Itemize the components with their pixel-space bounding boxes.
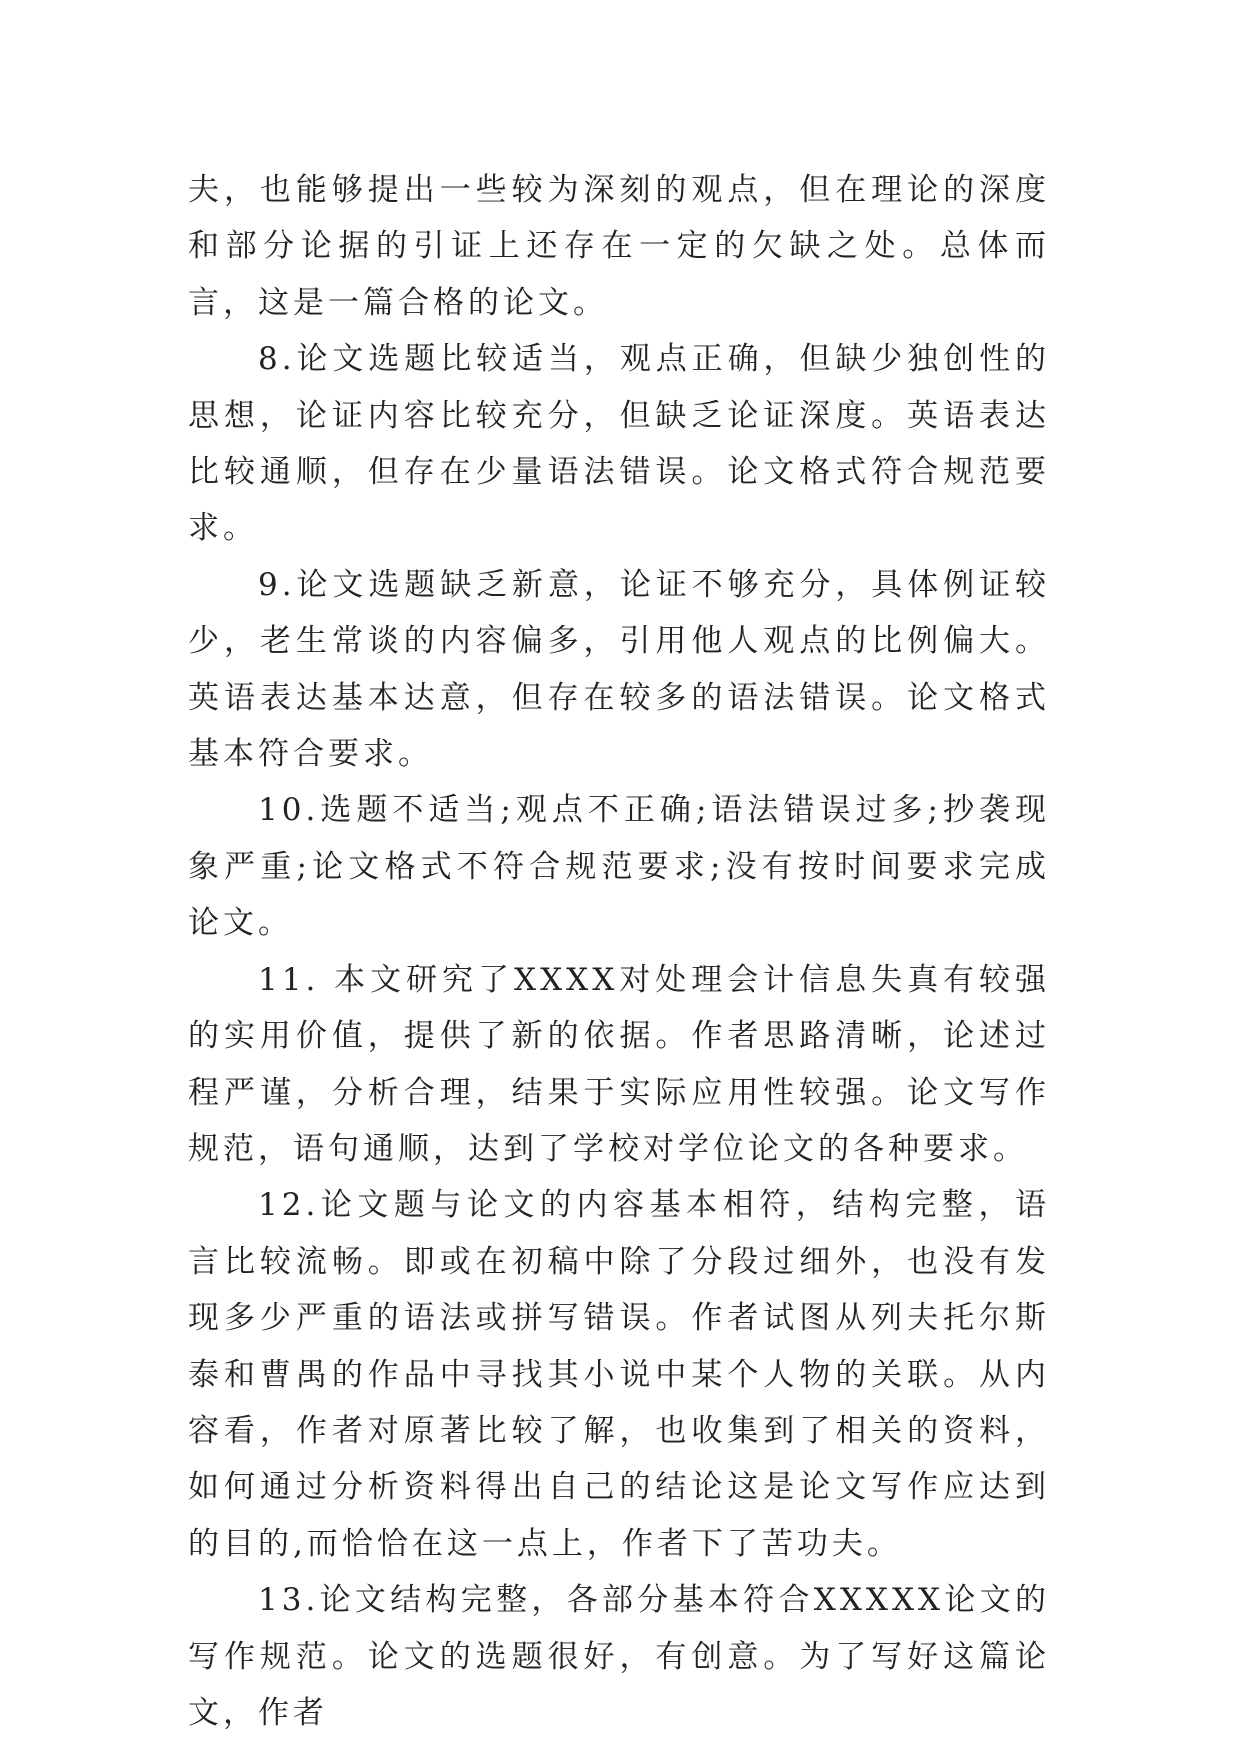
paragraph-item-11: 11. 本文研究了XXXX对处理会计信息失真有较强的实用价值，提供了新的依据。作者思路清晰，论述过程严谨，分析合理，结果于实际应用性较强。论文写作规范，语句通顺，达到了学校对学位论文的各种要求。	[188, 961, 1050, 1167]
paragraph-item-9: 9.论文选题缺乏新意，论证不够充分，具体例证较少，老生常谈的内容偏多，引用他人观点的比例偏大。英语表达基本达意，但存在较多的语法错误。论文格式基本符合要求。	[188, 566, 1050, 773]
paragraph-continuation: 夫，也能够提出一些较为深刻的观点，但在理论的深度和部分论据的引证上还存在一定的欠缺之处。总体而言，这是一篇合格的论文。	[188, 172, 1050, 321]
document-body	[188, 162, 1050, 1741]
paragraph-item-8: 8.论文选题比较适当，观点正确，但缺少独创性的思想，论证内容比较充分，但缺乏论证深度。英语表达比较通顺，但存在少量语法错误。论文格式符合规范要求。	[188, 341, 1050, 547]
paragraph-item-10: 10.选题不适当;观点不正确;语法错误过多;抄袭现象严重;论文格式不符合规范要求;没有按时间要求完成论文。	[188, 792, 1050, 942]
paragraph-item-13: 13.论文结构完整，各部分基本符合XXXXX论文的写作规范。论文的选题很好，有创意。为了写好这篇论文，作者	[188, 1582, 1050, 1731]
paragraph-item-12: 12.论文题与论文的内容基本相符，结构完整，语言比较流畅。即或在初稿中除了分段过细外，也没有发现多少严重的语法或拼写错误。作者试图从列夫托尔斯泰和曹禺的作品中寻找其小说中某个人物的关联。从内容看，作者对原著比较了解，也收集到了相关的资料，如何通过分析资料得出自己的结论这是论文写作应达到的目的,而恰恰在这一点上，作者下了苦功夫。	[188, 1187, 1050, 1562]
